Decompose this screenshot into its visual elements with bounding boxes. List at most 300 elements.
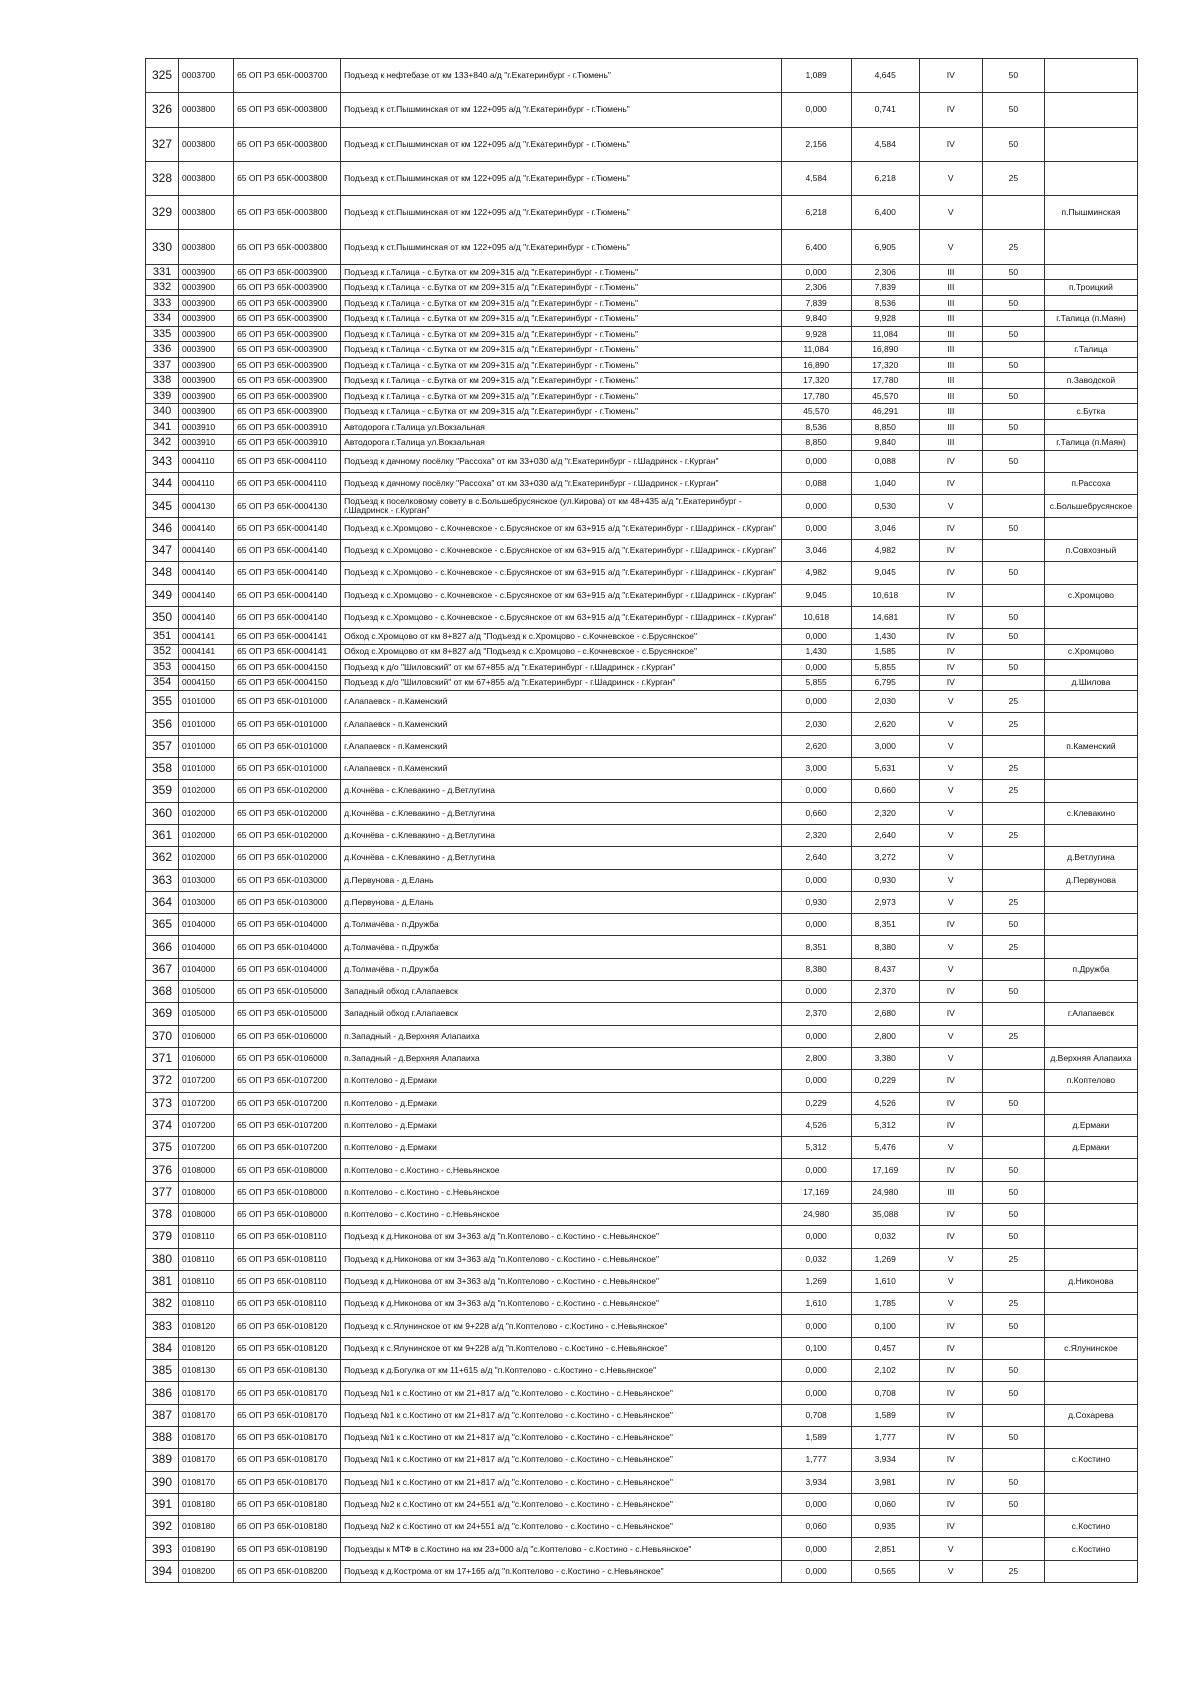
cell-settlement: с.Костино	[1044, 1538, 1137, 1560]
table-row	[146, 59, 1138, 93]
cell-road-id: 0003900	[179, 311, 234, 327]
cell-settlement	[1044, 629, 1137, 645]
cell-road-category: V	[919, 1560, 982, 1582]
table-row	[146, 1003, 1138, 1025]
cell-road-category: V	[919, 1270, 982, 1292]
table-row	[146, 342, 1138, 358]
table-row	[146, 802, 1138, 824]
cell-road-code: 65 ОП РЗ 65К-0004140	[234, 539, 341, 561]
cell-road-code: 65 ОП РЗ 65К-0102000	[234, 824, 341, 846]
cell-road-name: Подъезды к МТФ в с.Костино на км 23+000 а/д "с.Коптелово - с.Костино - с.Невьянское"	[341, 1538, 781, 1560]
cell-road-name: д.Кочнёва - с.Клевакино - д.Ветлугина	[341, 824, 781, 846]
cell-road-id: 0108170	[179, 1404, 234, 1426]
cell-road-category: IV	[919, 1382, 982, 1404]
cell-start-km: 17,320	[781, 373, 851, 389]
cell-start-km: 0,000	[781, 1226, 851, 1248]
cell-road-code: 65 ОП РЗ 65К-0108120	[234, 1315, 341, 1337]
cell-start-km: 6,218	[781, 196, 851, 230]
cell-end-km: 2,306	[851, 264, 919, 280]
cell-end-km: 0,530	[851, 495, 919, 517]
cell-end-km: 5,312	[851, 1114, 919, 1136]
cell-start-km: 17,169	[781, 1181, 851, 1203]
cell-row-number: 332	[146, 280, 179, 296]
cell-start-km: 3,046	[781, 539, 851, 561]
cell-road-name: Подъезд №2 к с.Костино от км 24+551 а/д "с.Коптелово - с.Костино - с.Невьянское"	[341, 1516, 781, 1538]
cell-road-category: V	[919, 196, 982, 230]
cell-end-km: 10,618	[851, 584, 919, 606]
cell-row-number: 382	[146, 1293, 179, 1315]
cell-row-number: 371	[146, 1047, 179, 1069]
cell-start-km: 0,000	[781, 981, 851, 1003]
cell-speed-limit	[982, 1070, 1044, 1092]
cell-end-km: 0,088	[851, 450, 919, 472]
cell-speed-limit	[982, 802, 1044, 824]
cell-road-category: V	[919, 161, 982, 195]
cell-road-code: 65 ОП РЗ 65К-0004140	[234, 606, 341, 628]
cell-start-km: 2,306	[781, 280, 851, 296]
cell-start-km: 17,780	[781, 388, 851, 404]
cell-road-id: 0003800	[179, 127, 234, 161]
cell-end-km: 2,030	[851, 691, 919, 713]
cell-road-category: IV	[919, 1070, 982, 1092]
cell-road-name: д.Кочнёва - с.Клевакино - д.Ветлугина	[341, 802, 781, 824]
cell-row-number: 372	[146, 1070, 179, 1092]
cell-row-number: 361	[146, 824, 179, 846]
cell-road-category: IV	[919, 629, 982, 645]
cell-speed-limit	[982, 1003, 1044, 1025]
cell-speed-limit: 50	[982, 1226, 1044, 1248]
cell-road-name: Подъезд к г.Талица - с.Бутка от км 209+315 а/д "г.Екатеринбург - г.Тюмень"	[341, 373, 781, 389]
cell-road-code: 65 ОП РЗ 65К-0003900	[234, 264, 341, 280]
cell-row-number: 341	[146, 419, 179, 435]
cell-speed-limit	[982, 342, 1044, 358]
cell-road-category: IV	[919, 981, 982, 1003]
cell-road-category: IV	[919, 1426, 982, 1448]
cell-road-id: 0101000	[179, 758, 234, 780]
cell-road-id: 0108130	[179, 1360, 234, 1382]
cell-road-code: 65 ОП РЗ 65К-0107200	[234, 1070, 341, 1092]
table-row	[146, 1203, 1138, 1225]
cell-start-km: 0,088	[781, 473, 851, 495]
cell-settlement: д.Сохарева	[1044, 1404, 1137, 1426]
cell-road-code: 65 ОП РЗ 65К-0003900	[234, 326, 341, 342]
cell-road-code: 65 ОП РЗ 65К-0003800	[234, 127, 341, 161]
table-row	[146, 473, 1138, 495]
cell-settlement	[1044, 891, 1137, 913]
cell-speed-limit	[982, 644, 1044, 660]
cell-row-number: 331	[146, 264, 179, 280]
cell-road-id: 0104000	[179, 958, 234, 980]
cell-speed-limit	[982, 1047, 1044, 1069]
cell-road-name: Подъезд к ст.Пышминская от км 122+095 а/д "г.Екатеринбург - г.Тюмень"	[341, 230, 781, 264]
cell-start-km: 1,777	[781, 1449, 851, 1471]
cell-road-name: д.Первунова - д.Елань	[341, 891, 781, 913]
cell-end-km: 6,218	[851, 161, 919, 195]
cell-settlement	[1044, 1493, 1137, 1515]
cell-road-name: г.Алапаевск - п.Каменский	[341, 691, 781, 713]
cell-end-km: 9,045	[851, 562, 919, 584]
table-row	[146, 1337, 1138, 1359]
cell-road-id: 0101000	[179, 691, 234, 713]
cell-start-km: 0,000	[781, 869, 851, 891]
cell-road-category: III	[919, 295, 982, 311]
cell-settlement: д.Верхняя Алапаиха	[1044, 1047, 1137, 1069]
cell-end-km: 0,032	[851, 1226, 919, 1248]
cell-speed-limit	[982, 1449, 1044, 1471]
cell-road-code: 65 ОП РЗ 65К-0003800	[234, 230, 341, 264]
cell-end-km: 4,584	[851, 127, 919, 161]
cell-start-km: 4,982	[781, 562, 851, 584]
cell-road-code: 65 ОП РЗ 65К-0003910	[234, 419, 341, 435]
cell-row-number: 350	[146, 606, 179, 628]
cell-end-km: 3,000	[851, 735, 919, 757]
cell-settlement	[1044, 1426, 1137, 1448]
cell-road-category: IV	[919, 59, 982, 93]
cell-start-km: 0,000	[781, 1560, 851, 1582]
cell-road-id: 0106000	[179, 1025, 234, 1047]
cell-speed-limit: 50	[982, 914, 1044, 936]
cell-row-number: 346	[146, 517, 179, 539]
cell-road-code: 65 ОП РЗ 65К-0105000	[234, 981, 341, 1003]
cell-settlement	[1044, 780, 1137, 802]
cell-speed-limit: 50	[982, 59, 1044, 93]
cell-settlement	[1044, 419, 1137, 435]
cell-speed-limit	[982, 584, 1044, 606]
cell-road-name: д.Толмачёва - п.Дружба	[341, 958, 781, 980]
cell-row-number: 385	[146, 1360, 179, 1382]
cell-road-category: III	[919, 342, 982, 358]
cell-settlement	[1044, 981, 1137, 1003]
cell-row-number: 330	[146, 230, 179, 264]
cell-speed-limit: 25	[982, 161, 1044, 195]
cell-end-km: 35,088	[851, 1203, 919, 1225]
cell-start-km: 0,000	[781, 1315, 851, 1337]
table-row	[146, 435, 1138, 451]
cell-start-km: 0,708	[781, 1404, 851, 1426]
cell-start-km: 0,000	[781, 517, 851, 539]
cell-settlement	[1044, 691, 1137, 713]
cell-end-km: 0,229	[851, 1070, 919, 1092]
cell-speed-limit: 25	[982, 230, 1044, 264]
cell-road-id: 0003900	[179, 326, 234, 342]
cell-road-code: 65 ОП РЗ 65К-0108170	[234, 1471, 341, 1493]
cell-start-km: 8,351	[781, 936, 851, 958]
cell-road-name: Подъезд к д.Богулка от км 11+615 а/д "п.Коптелово - с.Костино - с.Невьянское"	[341, 1360, 781, 1382]
cell-speed-limit: 50	[982, 1360, 1044, 1382]
cell-settlement: п.Совхозный	[1044, 539, 1137, 561]
cell-road-category: IV	[919, 1404, 982, 1426]
cell-road-code: 65 ОП РЗ 65К-0108130	[234, 1360, 341, 1382]
cell-settlement	[1044, 295, 1137, 311]
cell-row-number: 355	[146, 691, 179, 713]
cell-road-name: Западный обход г.Алапаевск	[341, 981, 781, 1003]
cell-road-category: III	[919, 311, 982, 327]
cell-speed-limit: 50	[982, 1315, 1044, 1337]
cell-end-km: 8,850	[851, 419, 919, 435]
cell-row-number: 375	[146, 1137, 179, 1159]
cell-road-category: IV	[919, 644, 982, 660]
cell-settlement: г.Талица (п.Маян)	[1044, 311, 1137, 327]
cell-row-number: 366	[146, 936, 179, 958]
cell-road-id: 0108110	[179, 1270, 234, 1292]
cell-start-km: 0,032	[781, 1248, 851, 1270]
table-row	[146, 606, 1138, 628]
cell-settlement	[1044, 824, 1137, 846]
cell-road-name: п.Коптелово - с.Костино - с.Невьянское	[341, 1181, 781, 1203]
cell-speed-limit: 50	[982, 981, 1044, 1003]
cell-road-id: 0107200	[179, 1092, 234, 1114]
cell-row-number: 358	[146, 758, 179, 780]
cell-road-code: 65 ОП РЗ 65К-0108000	[234, 1159, 341, 1181]
cell-end-km: 6,795	[851, 675, 919, 691]
cell-settlement: с.Большебрусянское	[1044, 495, 1137, 517]
cell-row-number: 369	[146, 1003, 179, 1025]
cell-start-km: 3,000	[781, 758, 851, 780]
cell-road-code: 65 ОП РЗ 65К-0004141	[234, 629, 341, 645]
cell-settlement	[1044, 59, 1137, 93]
cell-road-category: III	[919, 419, 982, 435]
cell-road-name: Подъезд к нефтебазе от км 133+840 а/д "г.Екатеринбург - г.Тюмень"	[341, 59, 781, 93]
table-row	[146, 735, 1138, 757]
cell-road-id: 0003910	[179, 435, 234, 451]
cell-road-code: 65 ОП РЗ 65К-0103000	[234, 891, 341, 913]
cell-row-number: 376	[146, 1159, 179, 1181]
table-row	[146, 1114, 1138, 1136]
cell-end-km: 1,430	[851, 629, 919, 645]
cell-road-id: 0004140	[179, 606, 234, 628]
cell-row-number: 328	[146, 161, 179, 195]
cell-road-name: Подъезд к г.Талица - с.Бутка от км 209+315 а/д "г.Екатеринбург - г.Тюмень"	[341, 388, 781, 404]
cell-row-number: 386	[146, 1382, 179, 1404]
cell-road-name: Подъезд к дачному посёлку "Рассоха" от км 33+030 а/д "г.Екатеринбург - г.Шадринск - г.Курган"	[341, 450, 781, 472]
cell-road-id: 0108170	[179, 1449, 234, 1471]
cell-road-code: 65 ОП РЗ 65К-0004110	[234, 450, 341, 472]
cell-speed-limit	[982, 495, 1044, 517]
cell-speed-limit: 25	[982, 1293, 1044, 1315]
cell-speed-limit: 50	[982, 388, 1044, 404]
cell-road-category: V	[919, 1047, 982, 1069]
cell-settlement	[1044, 127, 1137, 161]
cell-end-km: 3,272	[851, 847, 919, 869]
cell-road-id: 0108110	[179, 1226, 234, 1248]
cell-settlement: д.Ветлугина	[1044, 847, 1137, 869]
cell-road-id: 0108190	[179, 1538, 234, 1560]
table-row	[146, 127, 1138, 161]
table-row	[146, 388, 1138, 404]
cell-row-number: 337	[146, 357, 179, 373]
table-row	[146, 1159, 1138, 1181]
cell-row-number: 388	[146, 1426, 179, 1448]
table-row	[146, 326, 1138, 342]
cell-road-code: 65 ОП РЗ 65К-0105000	[234, 1003, 341, 1025]
cell-road-id: 0102000	[179, 847, 234, 869]
cell-road-code: 65 ОП РЗ 65К-0108170	[234, 1404, 341, 1426]
table-row	[146, 404, 1138, 420]
cell-end-km: 2,102	[851, 1360, 919, 1382]
cell-road-category: V	[919, 691, 982, 713]
cell-road-name: Автодорога г.Талица ул.Вокзальная	[341, 435, 781, 451]
cell-start-km: 0,000	[781, 914, 851, 936]
cell-start-km: 5,312	[781, 1137, 851, 1159]
cell-speed-limit: 50	[982, 606, 1044, 628]
cell-start-km: 0,930	[781, 891, 851, 913]
cell-speed-limit: 50	[982, 1382, 1044, 1404]
cell-road-id: 0102000	[179, 802, 234, 824]
cell-road-code: 65 ОП РЗ 65К-0003900	[234, 357, 341, 373]
cell-end-km: 2,851	[851, 1538, 919, 1560]
cell-road-category: V	[919, 1293, 982, 1315]
cell-settlement: п.Каменский	[1044, 735, 1137, 757]
cell-row-number: 378	[146, 1203, 179, 1225]
cell-start-km: 2,620	[781, 735, 851, 757]
cell-road-name: Подъезд к г.Талица - с.Бутка от км 209+315 а/д "г.Екатеринбург - г.Тюмень"	[341, 311, 781, 327]
cell-settlement	[1044, 357, 1137, 373]
table-row	[146, 1047, 1138, 1069]
cell-settlement: п.Заводской	[1044, 373, 1137, 389]
cell-end-km: 9,840	[851, 435, 919, 451]
cell-settlement: с.Костино	[1044, 1516, 1137, 1538]
cell-start-km: 0,000	[781, 1025, 851, 1047]
cell-road-category: IV	[919, 1003, 982, 1025]
cell-row-number: 390	[146, 1471, 179, 1493]
cell-row-number: 333	[146, 295, 179, 311]
cell-road-name: Автодорога г.Талица ул.Вокзальная	[341, 419, 781, 435]
cell-road-id: 0107200	[179, 1137, 234, 1159]
cell-road-code: 65 ОП РЗ 65К-0102000	[234, 780, 341, 802]
cell-end-km: 8,536	[851, 295, 919, 311]
cell-road-code: 65 ОП РЗ 65К-0003700	[234, 59, 341, 93]
cell-road-category: IV	[919, 539, 982, 561]
cell-settlement	[1044, 606, 1137, 628]
cell-road-code: 65 ОП РЗ 65К-0108110	[234, 1293, 341, 1315]
cell-end-km: 1,269	[851, 1248, 919, 1270]
cell-road-name: Подъезд к д.Кострома от км 17+165 а/д "п.Коптелово - с.Костино - с.Невьянское"	[341, 1560, 781, 1582]
cell-row-number: 359	[146, 780, 179, 802]
cell-road-id: 0102000	[179, 824, 234, 846]
cell-speed-limit: 25	[982, 780, 1044, 802]
cell-start-km: 10,618	[781, 606, 851, 628]
cell-speed-limit	[982, 311, 1044, 327]
cell-road-code: 65 ОП РЗ 65К-0003800	[234, 161, 341, 195]
cell-road-code: 65 ОП РЗ 65К-0004110	[234, 473, 341, 495]
cell-road-id: 0104000	[179, 914, 234, 936]
cell-row-number: 336	[146, 342, 179, 358]
table-row	[146, 1092, 1138, 1114]
cell-road-id: 0003910	[179, 419, 234, 435]
cell-settlement: с.Ялунинское	[1044, 1337, 1137, 1359]
cell-road-name: г.Алапаевск - п.Каменский	[341, 713, 781, 735]
cell-road-id: 0004140	[179, 539, 234, 561]
cell-road-id: 0108170	[179, 1471, 234, 1493]
cell-road-category: IV	[919, 606, 982, 628]
cell-speed-limit: 50	[982, 127, 1044, 161]
cell-road-id: 0003900	[179, 357, 234, 373]
cell-road-code: 65 ОП РЗ 65К-0004150	[234, 660, 341, 676]
cell-road-code: 65 ОП РЗ 65К-0107200	[234, 1092, 341, 1114]
cell-settlement	[1044, 1248, 1137, 1270]
cell-row-number: 356	[146, 713, 179, 735]
cell-start-km: 0,000	[781, 1159, 851, 1181]
cell-row-number: 339	[146, 388, 179, 404]
cell-end-km: 2,800	[851, 1025, 919, 1047]
cell-road-code: 65 ОП РЗ 65К-0101000	[234, 735, 341, 757]
cell-settlement: д.Шилова	[1044, 675, 1137, 691]
cell-road-id: 0004110	[179, 450, 234, 472]
cell-road-id: 0004141	[179, 644, 234, 660]
cell-road-name: г.Алапаевск - п.Каменский	[341, 758, 781, 780]
cell-settlement	[1044, 1560, 1137, 1582]
table-row	[146, 891, 1138, 913]
cell-road-name: Подъезд к д/о "Шиловский" от км 67+855 а/д "г.Екатеринбург - г.Шадринск - г.Курган"	[341, 675, 781, 691]
cell-start-km: 0,000	[781, 1382, 851, 1404]
cell-end-km: 14,681	[851, 606, 919, 628]
cell-start-km: 6,400	[781, 230, 851, 264]
cell-end-km: 0,457	[851, 1337, 919, 1359]
cell-road-code: 65 ОП РЗ 65К-0003900	[234, 311, 341, 327]
cell-row-number: 367	[146, 958, 179, 980]
cell-road-code: 65 ОП РЗ 65К-0108200	[234, 1560, 341, 1582]
cell-speed-limit: 50	[982, 357, 1044, 373]
cell-road-name: Подъезд к с.Ялунинское от км 9+228 а/д "п.Коптелово - с.Костино - с.Невьянское"	[341, 1315, 781, 1337]
cell-road-code: 65 ОП РЗ 65К-0107200	[234, 1114, 341, 1136]
cell-road-name: Подъезд к г.Талица - с.Бутка от км 209+315 а/д "г.Екатеринбург - г.Тюмень"	[341, 280, 781, 296]
cell-end-km: 0,565	[851, 1560, 919, 1582]
cell-road-name: Подъезд к поселковому совету в с.Большебрусянское (ул.Кирова) от км 48+435 а/д "г.Екатеринбург - г.Шадринск - г.Курган"	[341, 495, 781, 517]
cell-speed-limit	[982, 435, 1044, 451]
cell-speed-limit: 25	[982, 891, 1044, 913]
table-row	[146, 1226, 1138, 1248]
cell-road-code: 65 ОП РЗ 65К-0004140	[234, 562, 341, 584]
cell-road-category: III	[919, 404, 982, 420]
cell-start-km: 1,430	[781, 644, 851, 660]
cell-road-code: 65 ОП РЗ 65К-0104000	[234, 936, 341, 958]
cell-road-category: IV	[919, 93, 982, 127]
cell-speed-limit: 50	[982, 93, 1044, 127]
cell-settlement	[1044, 1159, 1137, 1181]
cell-start-km: 4,526	[781, 1114, 851, 1136]
cell-settlement	[1044, 936, 1137, 958]
table-row	[146, 1025, 1138, 1047]
table-row	[146, 824, 1138, 846]
cell-end-km: 6,400	[851, 196, 919, 230]
cell-end-km: 45,570	[851, 388, 919, 404]
cell-settlement	[1044, 450, 1137, 472]
table-row	[146, 373, 1138, 389]
road-register-table	[145, 58, 1138, 1583]
cell-road-name: Подъезд №2 к с.Костино от км 24+551 а/д "с.Коптелово - с.Костино - с.Невьянское"	[341, 1493, 781, 1515]
cell-road-category: III	[919, 373, 982, 389]
cell-road-id: 0003900	[179, 388, 234, 404]
cell-road-name: д.Первунова - д.Елань	[341, 869, 781, 891]
cell-row-number: 357	[146, 735, 179, 757]
table-row	[146, 1315, 1138, 1337]
cell-road-category: IV	[919, 1471, 982, 1493]
cell-road-name: Обход с.Хромцово от км 8+827 а/д "Подъезд к с.Хромцово - с.Кочневское - с.Брусянское"	[341, 644, 781, 660]
cell-speed-limit: 50	[982, 264, 1044, 280]
cell-road-name: Подъезд к с.Хромцово - с.Кочневское - с.Брусянское от км 63+915 а/д "г.Екатеринбург - г.Шадринск - г.Курган"	[341, 562, 781, 584]
cell-road-name: Подъезд к г.Талица - с.Бутка от км 209+315 а/д "г.Екатеринбург - г.Тюмень"	[341, 264, 781, 280]
cell-end-km: 46,291	[851, 404, 919, 420]
cell-settlement: с.Клевакино	[1044, 802, 1137, 824]
cell-end-km: 4,645	[851, 59, 919, 93]
cell-speed-limit: 50	[982, 1181, 1044, 1203]
cell-settlement: г.Талица (п.Маян)	[1044, 435, 1137, 451]
cell-road-category: IV	[919, 1449, 982, 1471]
cell-road-id: 0108200	[179, 1560, 234, 1582]
cell-start-km: 5,855	[781, 675, 851, 691]
cell-road-category: IV	[919, 584, 982, 606]
cell-speed-limit	[982, 196, 1044, 230]
